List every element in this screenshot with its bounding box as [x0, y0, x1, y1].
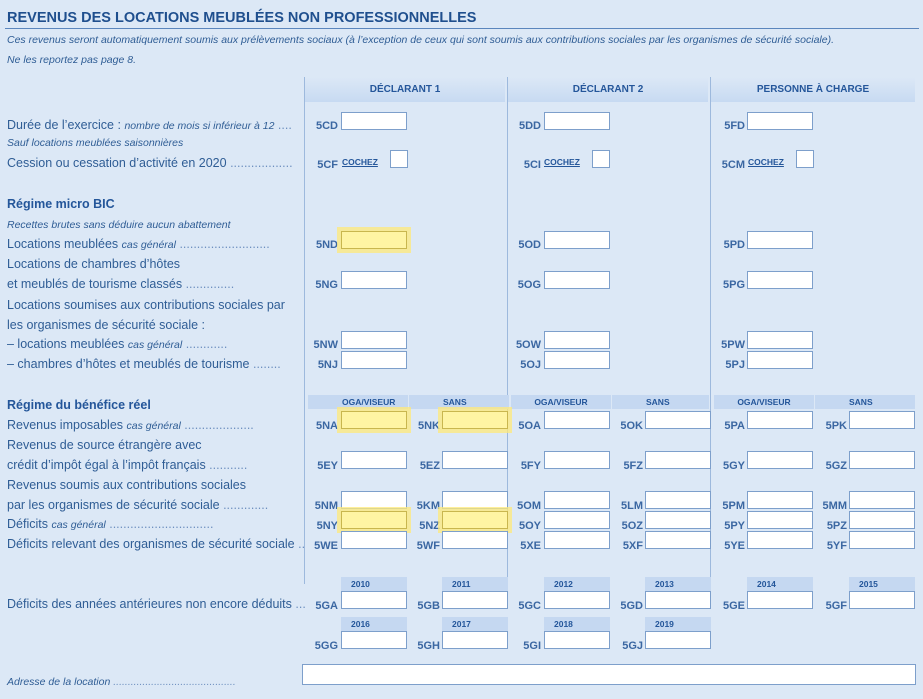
field-5nz[interactable]	[442, 511, 508, 529]
code-5we: 5WE	[314, 540, 338, 552]
year-2016: 2016	[341, 617, 407, 631]
subheader-oga-viseur: OGA/VISEUR	[511, 395, 611, 409]
code-5oz: 5OZ	[621, 520, 643, 532]
field-5pw[interactable]	[747, 331, 813, 349]
code-5ga: 5GA	[315, 600, 338, 612]
label-locations-meublees: Locations meublées cas général ..........................	[7, 237, 270, 251]
code-5pz: 5PZ	[826, 520, 847, 532]
field-5nm[interactable]	[341, 491, 407, 509]
field-5km[interactable]	[442, 491, 508, 509]
label-deficits: Déficits cas général ..............................	[7, 517, 214, 531]
cochez-label: COCHEZ	[342, 157, 378, 167]
field-5gf[interactable]	[849, 591, 915, 609]
field-5ye[interactable]	[747, 531, 813, 549]
field-5ga[interactable]	[341, 591, 407, 609]
field-5ok[interactable]	[645, 411, 711, 429]
field-5ge[interactable]	[747, 591, 813, 609]
section-title: REVENUS DES LOCATIONS MEUBLÉES NON PROFESSIONNELLES	[7, 10, 477, 26]
code-5gf: 5GF	[825, 600, 847, 612]
year-2013: 2013	[645, 577, 711, 591]
code-5yf: 5YF	[826, 540, 847, 552]
label-soumises-locations: – locations meublées cas général ............	[7, 337, 228, 351]
code-5gc: 5GC	[518, 600, 541, 612]
code-5nd: 5ND	[315, 239, 338, 251]
code-5pm: 5PM	[722, 500, 745, 512]
checkbox-5cf[interactable]	[390, 150, 408, 168]
field-5oz[interactable]	[645, 511, 711, 529]
code-5nk: 5NK	[417, 420, 440, 432]
code-5xe: 5XE	[520, 540, 541, 552]
code-5gh: 5GH	[417, 640, 440, 652]
code-5pd: 5PD	[723, 239, 745, 251]
label-recettes: Recettes brutes sans déduire aucun abattement	[7, 219, 231, 231]
section-micro-bic: Régime micro BIC	[7, 197, 115, 211]
field-5gd[interactable]	[645, 591, 711, 609]
field-5oy[interactable]	[544, 511, 610, 529]
code-5ey: 5EY	[317, 460, 338, 472]
field-5wf[interactable]	[442, 531, 508, 549]
info-note-1: Ces revenus seront automatiquement soumis aux prélèvements sociaux (à l’exception de ceux qui sont soumis aux contributions sociales par les organismes de sécurité sociale).	[7, 34, 834, 46]
field-5lm[interactable]	[645, 491, 711, 509]
label-revenus-soumis-1: Revenus soumis aux contributions sociales	[7, 478, 247, 492]
field-5pd[interactable]	[747, 231, 813, 249]
code-5gj: 5GJ	[622, 640, 643, 652]
field-5mm[interactable]	[849, 491, 915, 509]
checkbox-5ci[interactable]	[592, 150, 610, 168]
code-5om: 5OM	[517, 500, 541, 512]
field-5fy[interactable]	[544, 451, 610, 469]
field-5cd[interactable]	[341, 112, 407, 130]
column-header-declarant1: DÉCLARANT 1	[305, 77, 505, 102]
field-5nd[interactable]	[341, 231, 407, 249]
code-5nj: 5NJ	[317, 359, 338, 371]
label-etranger-2: crédit d’impôt égal à l’impôt français ...........	[7, 458, 248, 472]
field-5pz[interactable]	[849, 511, 915, 529]
title-divider	[5, 28, 919, 29]
field-5oa[interactable]	[544, 411, 610, 429]
code-5pj: 5PJ	[725, 359, 745, 371]
code-5xf: 5XF	[622, 540, 643, 552]
code-5og: 5OG	[517, 279, 541, 291]
code-5ny: 5NY	[316, 520, 338, 532]
field-5ez[interactable]	[442, 451, 508, 469]
label-chambres-hotes-2: et meublés de tourisme classés ..............	[7, 277, 235, 291]
code-5cd: 5CD	[315, 120, 338, 132]
year-2018: 2018	[544, 617, 610, 631]
label-chambres-hotes-1: Locations de chambres d’hôtes	[7, 257, 181, 271]
subheader-sans: SANS	[612, 395, 709, 409]
label-duree: Durée de l’exercice : nombre de mois si inférieur à 12 ....	[7, 118, 292, 132]
field-5gy[interactable]	[747, 451, 813, 469]
code-5pk: 5PK	[825, 420, 847, 432]
field-5gg[interactable]	[341, 631, 407, 649]
field-5fz[interactable]	[645, 451, 711, 469]
info-note-2: Ne les reportez pas page 8.	[7, 54, 136, 66]
code-5ge: 5GE	[722, 600, 745, 612]
code-5gg: 5GG	[314, 640, 338, 652]
code-5gy: 5GY	[722, 460, 745, 472]
field-5gi[interactable]	[544, 631, 610, 649]
year-2010: 2010	[341, 577, 407, 591]
field-5py[interactable]	[747, 511, 813, 529]
field-5om[interactable]	[544, 491, 610, 509]
code-5ci: 5CI	[523, 159, 541, 171]
field-5dd[interactable]	[544, 112, 610, 130]
label-adresse: Adresse de la location ..........................................	[7, 676, 236, 688]
label-etranger-1: Revenus de source étrangère avec	[7, 438, 202, 452]
field-5oj[interactable]	[544, 351, 610, 369]
code-5od: 5OD	[518, 239, 541, 251]
year-2017: 2017	[442, 617, 508, 631]
code-5oa: 5OA	[518, 420, 541, 432]
field-5od[interactable]	[544, 231, 610, 249]
code-5py: 5PY	[724, 520, 745, 532]
code-5km: 5KM	[416, 500, 440, 512]
code-5ow: 5OW	[515, 339, 541, 351]
field-5xf[interactable]	[645, 531, 711, 549]
label-deficits-anterieurs: Déficits des années antérieures non encore déduits ...	[7, 597, 306, 611]
code-5nw: 5NW	[313, 339, 338, 351]
checkbox-5cm[interactable]	[796, 150, 814, 168]
year-2012: 2012	[544, 577, 610, 591]
code-5gd: 5GD	[620, 600, 643, 612]
field-5ny[interactable]	[341, 511, 407, 529]
code-5fd: 5FD	[724, 120, 745, 132]
label-saisonnieres: Sauf locations meublées saisonnières	[7, 137, 184, 149]
field-5gj[interactable]	[645, 631, 711, 649]
code-5ng: 5NG	[315, 279, 338, 291]
field-5gz[interactable]	[849, 451, 915, 469]
code-5na: 5NA	[315, 420, 338, 432]
label-soumises-chambres: – chambres d’hôtes et meublés de tourisme ........	[7, 357, 281, 371]
section-regime-reel: Régime du bénéfice réel	[7, 398, 151, 412]
code-5wf: 5WF	[416, 540, 440, 552]
code-5fy: 5FY	[520, 460, 541, 472]
field-5pj[interactable]	[747, 351, 813, 369]
code-5gb: 5GB	[417, 600, 440, 612]
field-5pa[interactable]	[747, 411, 813, 429]
field-5pg[interactable]	[747, 271, 813, 289]
code-5ye: 5YE	[724, 540, 745, 552]
year-2014: 2014	[747, 577, 813, 591]
code-5mm: 5MM	[822, 500, 847, 512]
code-5nm: 5NM	[314, 500, 338, 512]
field-5gh[interactable]	[442, 631, 508, 649]
code-5gz: 5GZ	[825, 460, 847, 472]
field-5nj[interactable]	[341, 351, 407, 369]
code-5fz: 5FZ	[623, 460, 643, 472]
code-5cm: 5CM	[721, 159, 745, 171]
year-2015: 2015	[849, 577, 915, 591]
subheader-sans: SANS	[815, 395, 915, 409]
field-5fd[interactable]	[747, 112, 813, 130]
field-5na[interactable]	[341, 411, 407, 429]
field-5ow[interactable]	[544, 331, 610, 349]
field-5nk[interactable]	[442, 411, 508, 429]
label-soumises-1: Locations soumises aux contributions sociales par	[7, 298, 285, 312]
year-2019: 2019	[645, 617, 711, 631]
column-header-declarant2: DÉCLARANT 2	[508, 77, 708, 102]
code-5pg: 5PG	[722, 279, 745, 291]
code-5lm: 5LM	[621, 500, 643, 512]
code-5ok: 5OK	[620, 420, 643, 432]
column-header-personne-charge: PERSONNE À CHARGE	[711, 77, 915, 102]
label-revenus-soumis-2: par les organismes de sécurité sociale .............	[7, 498, 269, 512]
code-5oy: 5OY	[518, 520, 541, 532]
code-5gi: 5GI	[523, 640, 541, 652]
label-cession: Cession ou cessation d’activité en 2020 ..................	[7, 156, 293, 170]
field-5og[interactable]	[544, 271, 610, 289]
code-5nz: 5NZ	[419, 520, 440, 532]
subheader-oga-viseur: OGA/VISEUR	[308, 395, 408, 409]
field-5ng[interactable]	[341, 271, 407, 289]
code-5cf: 5CF	[317, 159, 338, 171]
field-5pk[interactable]	[849, 411, 915, 429]
field-5pm[interactable]	[747, 491, 813, 509]
cochez-label: COCHEZ	[748, 157, 784, 167]
label-revenus-imposables: Revenus imposables cas général ....................	[7, 418, 254, 432]
label-deficits-secu: Déficits relevant des organismes de sécurité sociale ..	[7, 537, 306, 551]
subheader-sans: SANS	[409, 395, 509, 409]
field-5nw[interactable]	[341, 331, 407, 349]
field-5we[interactable]	[341, 531, 407, 549]
subheader-oga-viseur: OGA/VISEUR	[714, 395, 814, 409]
cochez-label: COCHEZ	[544, 157, 580, 167]
code-5pa: 5PA	[724, 420, 745, 432]
label-soumises-2: les organismes de sécurité sociale :	[7, 318, 206, 332]
field-5gb[interactable]	[442, 591, 508, 609]
field-5ey[interactable]	[341, 451, 407, 469]
field-adresse-location[interactable]	[302, 664, 916, 685]
field-5gc[interactable]	[544, 591, 610, 609]
field-5yf[interactable]	[849, 531, 915, 549]
field-5xe[interactable]	[544, 531, 610, 549]
column-divider	[304, 77, 305, 584]
code-5oj: 5OJ	[520, 359, 541, 371]
code-5pw: 5PW	[721, 339, 745, 351]
code-5dd: 5DD	[518, 120, 541, 132]
code-5ez: 5EZ	[419, 460, 440, 472]
year-2011: 2011	[442, 577, 508, 591]
